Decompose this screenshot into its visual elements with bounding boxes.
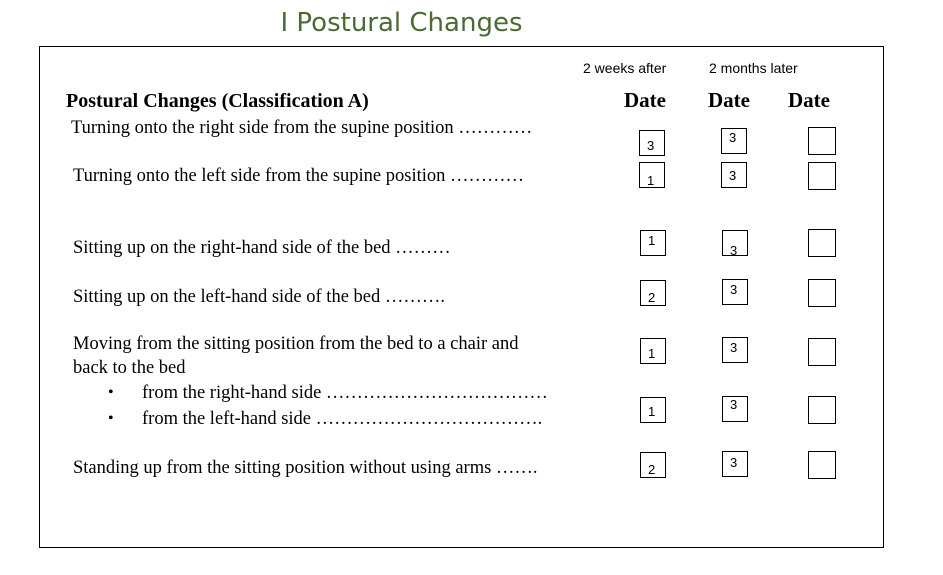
score-box-2months-transfer-right[interactable] (722, 337, 748, 363)
score-box-date3-transfer-right[interactable] (808, 338, 836, 366)
bullet-marker: • (108, 410, 114, 427)
item-label-turn-left: Turning onto the left side from the supine position ………… (73, 166, 525, 186)
score-value: 3 (729, 168, 737, 183)
score-box-2weeks-sit-left[interactable] (640, 280, 666, 306)
score-box-2weeks-transfer-right[interactable] (640, 338, 666, 364)
score-box-2months-turn-right[interactable] (721, 128, 747, 154)
score-value: 3 (730, 397, 738, 412)
date-header-1: Date (624, 88, 666, 112)
item-label-from-left: from the left-hand side ………………………………. (142, 409, 543, 429)
column-hint-2-months: 2 months later (709, 60, 798, 76)
score-value: 3 (730, 455, 738, 470)
date-header-2: Date (708, 88, 750, 112)
score-box-2months-sit-right[interactable] (722, 230, 748, 256)
score-box-2months-transfer-left[interactable] (722, 396, 748, 422)
page-title: I Postural Changes (280, 8, 523, 38)
item-label-turn-right: Turning onto the right side from the supine position ………… (71, 118, 533, 138)
score-box-2months-turn-left[interactable] (721, 162, 747, 188)
score-box-2weeks-sit-right[interactable] (640, 230, 666, 256)
score-value: 2 (648, 290, 656, 305)
score-box-2weeks-transfer-left[interactable] (640, 397, 666, 423)
score-box-date3-sit-right[interactable] (808, 229, 836, 257)
score-value: 3 (730, 243, 738, 258)
item-label-sit-right: Sitting up on the right-hand side of the bed ……… (73, 238, 451, 258)
score-value: 3 (730, 340, 738, 355)
column-hint-2-weeks: 2 weeks after (583, 60, 667, 76)
score-box-2weeks-turn-right[interactable] (639, 130, 665, 156)
score-value: 3 (729, 130, 737, 145)
score-value: 1 (647, 173, 655, 188)
item-label-transfer-cont: back to the bed (73, 358, 186, 378)
score-value: 2 (648, 462, 656, 477)
score-box-date3-sit-left[interactable] (808, 279, 836, 307)
score-value: 3 (647, 138, 655, 153)
score-value: 3 (730, 282, 738, 297)
score-box-date3-transfer-left[interactable] (808, 396, 836, 424)
score-box-2weeks-turn-left[interactable] (639, 162, 665, 188)
score-value: 1 (648, 233, 656, 248)
score-value: 1 (648, 404, 656, 419)
item-label-stand-up: Standing up from the sitting position without using arms ……. (73, 458, 538, 478)
score-box-date3-turn-left[interactable] (808, 162, 836, 190)
score-box-date3-turn-right[interactable] (808, 127, 836, 155)
score-box-2months-sit-left[interactable] (722, 279, 748, 305)
date-header-3: Date (788, 88, 830, 112)
score-box-2weeks-stand-up[interactable] (640, 452, 666, 478)
section-title: Postural Changes (Classification A) (66, 90, 369, 112)
score-box-2months-stand-up[interactable] (722, 451, 748, 477)
score-value: 1 (648, 346, 656, 361)
item-label-from-right: from the right-hand side ……………………………… (142, 383, 548, 403)
item-label-sit-left: Sitting up on the left-hand side of the bed ………. (73, 287, 445, 307)
item-label-transfer: Moving from the sitting position from the bed to a chair and (73, 334, 519, 354)
score-box-date3-stand-up[interactable] (808, 451, 836, 479)
bullet-marker: • (108, 384, 114, 401)
